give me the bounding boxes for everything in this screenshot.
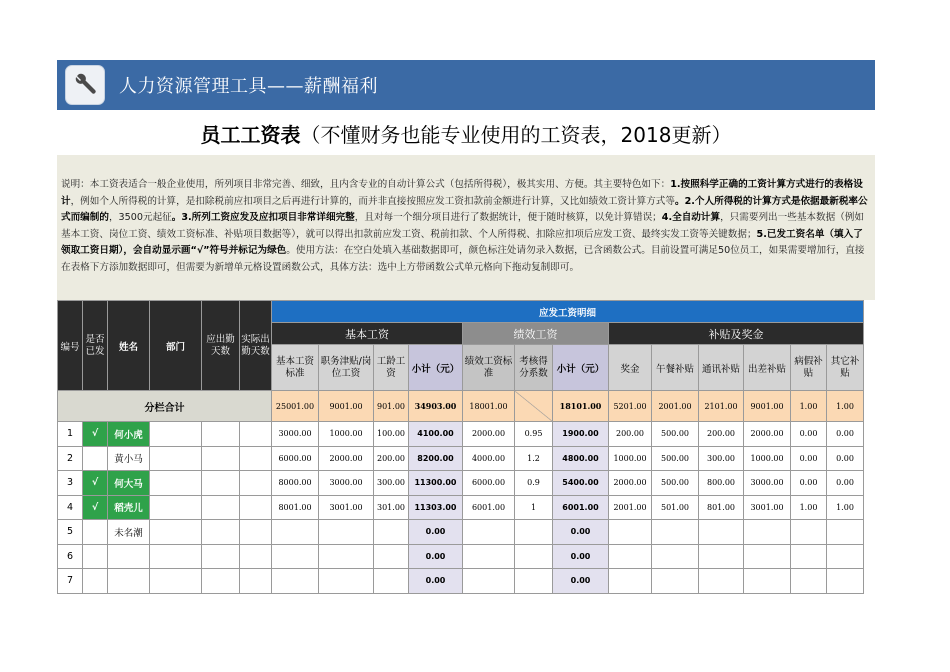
days-actual-cell[interactable]: [240, 471, 272, 496]
days-actual-cell[interactable]: [240, 544, 272, 569]
row-number: 7: [58, 569, 83, 594]
salary-cell[interactable]: [319, 569, 374, 594]
header-salary-details: 应发工资明细: [272, 301, 864, 323]
summary-cell: [515, 391, 553, 422]
title-main: 员工工资表: [200, 123, 301, 147]
salary-cell: 0.00: [553, 569, 609, 594]
salary-cell[interactable]: [744, 569, 791, 594]
header-post-allowance: 职务津贴/岗位工资: [319, 345, 374, 391]
employee-name[interactable]: 稻壳儿: [108, 495, 150, 520]
salary-cell[interactable]: [791, 569, 827, 594]
salary-cell[interactable]: 501.00: [652, 495, 699, 520]
document-title: [57, 118, 875, 152]
salary-cell: 0.00: [553, 544, 609, 569]
salary-cell[interactable]: 2000.00: [319, 446, 374, 471]
salary-cell[interactable]: [652, 569, 699, 594]
note-text-6: 。使用方法：在空白处填入基础数据即可，颜色标注处请勿录入数据，已含函数公式。目前设置可满足50位员工，如果需要增加行，直接在表格下方添加数据即可，但需要为新增单元格设置函数公式，具体方法：选中上方带函数公式单元格向下拖动复制即可。: [61, 245, 865, 273]
summary-cell: 1.00: [791, 391, 827, 422]
department-cell[interactable]: [150, 544, 202, 569]
salary-cell[interactable]: 1.00: [827, 495, 864, 520]
days-actual-cell[interactable]: [240, 569, 272, 594]
summary-cell: 9001.00: [319, 391, 374, 422]
note-text-2: ，例如个人所得税的计算，是扣除税前应扣项目之后再进行计算的，而并非直接按照应发工资扣款前金额进行计算，又比如绩效工资计算方式等: [70, 195, 675, 207]
salary-cell: 4100.00: [409, 422, 463, 447]
row-number: 4: [58, 495, 83, 520]
department-cell[interactable]: [150, 422, 202, 447]
summary-cell: 34903.00: [409, 391, 463, 422]
banner-title: 人力资源管理工具——薪酬福利: [119, 76, 378, 97]
summary-cell: 901.00: [374, 391, 409, 422]
employee-name[interactable]: 黄小马: [108, 446, 150, 471]
salary-cell[interactable]: 500.00: [652, 471, 699, 496]
paid-check[interactable]: [83, 520, 108, 545]
header-other: 其它补贴: [827, 345, 864, 391]
salary-cell[interactable]: 200.00: [609, 422, 652, 447]
salary-cell[interactable]: [791, 544, 827, 569]
salary-cell[interactable]: 1000.00: [744, 446, 791, 471]
salary-cell[interactable]: 8000.00: [272, 471, 319, 496]
salary-cell: 0.00: [553, 520, 609, 545]
header-sick: 病假补贴: [791, 345, 827, 391]
row-number: 3: [58, 471, 83, 496]
note-bold-1: 1.按照科学正确的工资计算方式进行的表格设计: [61, 179, 863, 207]
salary-cell[interactable]: 4000.00: [463, 446, 515, 471]
salary-cell[interactable]: 200.00: [699, 422, 744, 447]
note-text-4: ，且对每一个细分项目进行了数据统计，便于随时核算，以免计算错误；: [354, 212, 662, 223]
days-due-cell[interactable]: [202, 471, 240, 496]
salary-cell[interactable]: 300.00: [374, 471, 409, 496]
header-days-due: 应出勤天数: [202, 301, 240, 391]
summary-cell: 18001.00: [463, 391, 515, 422]
salary-cell: 11303.00: [409, 495, 463, 520]
days-due-cell[interactable]: [202, 544, 240, 569]
salary-cell[interactable]: 801.00: [699, 495, 744, 520]
header-travel: 出差补贴: [744, 345, 791, 391]
salary-cell[interactable]: 3000.00: [744, 471, 791, 496]
salary-cell[interactable]: [272, 569, 319, 594]
summary-cell: 9001.00: [744, 391, 791, 422]
header-name: 姓名: [108, 301, 150, 391]
header-comm: 通讯补贴: [699, 345, 744, 391]
summary-cell: 1.00: [827, 391, 864, 422]
salary-cell[interactable]: 300.00: [699, 446, 744, 471]
salary-cell[interactable]: 2001.00: [609, 495, 652, 520]
row-number: 1: [58, 422, 83, 447]
row-number: 2: [58, 446, 83, 471]
summary-cell: 5201.00: [609, 391, 652, 422]
paid-check[interactable]: [83, 544, 108, 569]
paid-check[interactable]: [83, 569, 108, 594]
days-due-cell[interactable]: [202, 520, 240, 545]
summary-cell: 25001.00: [272, 391, 319, 422]
employee-name[interactable]: [108, 544, 150, 569]
salary-cell[interactable]: 6000.00: [463, 471, 515, 496]
salary-cell[interactable]: 0.00: [791, 446, 827, 471]
employee-name[interactable]: [108, 569, 150, 594]
header-group-performance: 绩效工资: [463, 323, 609, 345]
table-row: [58, 446, 864, 471]
salary-cell[interactable]: [609, 520, 652, 545]
header-group-base: 基本工资: [272, 323, 463, 345]
header-base-standard: 基本工资标准: [272, 345, 319, 391]
salary-cell: 11300.00: [409, 471, 463, 496]
salary-cell[interactable]: [699, 544, 744, 569]
days-actual-cell[interactable]: [240, 520, 272, 545]
summary-label: 分栏合计: [58, 391, 272, 422]
paid-check[interactable]: √: [83, 422, 108, 447]
instructions-note: [57, 155, 875, 300]
salary-cell[interactable]: [609, 544, 652, 569]
salary-cell[interactable]: [652, 520, 699, 545]
salary-cell[interactable]: 0.00: [827, 422, 864, 447]
salary-cell[interactable]: [699, 569, 744, 594]
salary-cell[interactable]: [744, 520, 791, 545]
salary-cell: 8200.00: [409, 446, 463, 471]
salary-cell[interactable]: 301.00: [374, 495, 409, 520]
salary-cell[interactable]: [744, 544, 791, 569]
salary-cell[interactable]: 0.00: [827, 471, 864, 496]
salary-cell[interactable]: 200.00: [374, 446, 409, 471]
row-number: 6: [58, 544, 83, 569]
days-actual-cell[interactable]: [240, 422, 272, 447]
salary-cell[interactable]: 1.2: [515, 446, 553, 471]
header-days-actual: 实际出勤天数: [240, 301, 272, 391]
salary-cell[interactable]: 3000.00: [272, 422, 319, 447]
table-row: [58, 569, 864, 594]
summary-cell: 2001.00: [652, 391, 699, 422]
paid-check[interactable]: [83, 446, 108, 471]
salary-cell[interactable]: 8001.00: [272, 495, 319, 520]
days-due-cell[interactable]: [202, 422, 240, 447]
department-cell[interactable]: [150, 446, 202, 471]
header-paid: 是否已发: [83, 301, 108, 391]
table-row: [58, 495, 864, 520]
salary-cell[interactable]: 0.9: [515, 471, 553, 496]
salary-cell[interactable]: [272, 544, 319, 569]
salary-cell: 0.00: [409, 520, 463, 545]
note-bold-2: 。2.个人所得税的计算方式是依据最新税率公式而编制的: [61, 195, 868, 223]
header-seniority: 工龄工资: [374, 345, 409, 391]
row-number: 5: [58, 520, 83, 545]
paid-check[interactable]: √: [83, 471, 108, 496]
header-base-subtotal: 小计（元）: [409, 345, 463, 391]
salary-cell[interactable]: 3001.00: [744, 495, 791, 520]
salary-cell: 5400.00: [553, 471, 609, 496]
salary-cell[interactable]: [827, 520, 864, 545]
salary-cell[interactable]: 3001.00: [319, 495, 374, 520]
salary-cell[interactable]: [272, 520, 319, 545]
header-number: 编号: [58, 301, 83, 391]
note-bold-3: 。3.所列工资应发及应扣项目非常详细完整: [171, 212, 355, 223]
wrench-icon: [65, 65, 105, 105]
salary-cell[interactable]: 1000.00: [319, 422, 374, 447]
salary-cell[interactable]: 6000.00: [272, 446, 319, 471]
employee-name[interactable]: 何大马: [108, 471, 150, 496]
salary-cell[interactable]: 0.00: [827, 446, 864, 471]
salary-cell[interactable]: 0.00: [791, 422, 827, 447]
salary-cell[interactable]: [791, 520, 827, 545]
salary-cell: 0.00: [409, 569, 463, 594]
header-perf-coefficient: 考核得分系数: [515, 345, 553, 391]
header-bonus: 奖金: [609, 345, 652, 391]
note-text-1: 说明：本工资表适合一般企业使用，所列项目非常完善、细致，且内含专业的自动计算公式（包括所得税），极其实用、方便。其主要特色如下：: [61, 179, 671, 190]
salary-cell[interactable]: 1: [515, 495, 553, 520]
salary-cell[interactable]: [515, 520, 553, 545]
table-row: [58, 422, 864, 447]
table-row: [58, 520, 864, 545]
table-row: [58, 544, 864, 569]
employee-name[interactable]: 未名潮: [108, 520, 150, 545]
salary-cell[interactable]: 3000.00: [319, 471, 374, 496]
salary-cell[interactable]: [374, 520, 409, 545]
employee-name[interactable]: 何小虎: [108, 422, 150, 447]
salary-cell[interactable]: [609, 569, 652, 594]
salary-cell[interactable]: [699, 520, 744, 545]
note-text-5: ，只需要列出一些基本数据（例如基本工资、岗位工资、绩效工资标准、补贴项目数据等），就可以得出扣款前应发工资、税前扣款、个人所得税、扣除应扣项后应发工资、最终实发工资等关键数据；: [61, 212, 864, 240]
salary-cell[interactable]: 100.00: [374, 422, 409, 447]
salary-cell: 1900.00: [553, 422, 609, 447]
salary-cell[interactable]: [515, 544, 553, 569]
note-bold-4: 4.全自动计算: [661, 212, 721, 223]
days-actual-cell[interactable]: [240, 446, 272, 471]
salary-cell[interactable]: [319, 520, 374, 545]
department-cell[interactable]: [150, 520, 202, 545]
department-cell[interactable]: [150, 471, 202, 496]
days-due-cell[interactable]: [202, 446, 240, 471]
header-group-bonus: 补贴及奖金: [609, 323, 864, 345]
salary-cell[interactable]: 6001.00: [463, 495, 515, 520]
salary-cell[interactable]: [463, 520, 515, 545]
header-perf-subtotal: 小计（元）: [553, 345, 609, 391]
note-bold-5: 5.已发工资名单（填入了领取工资日期），会自动显示画“√”符号并标记为绿色: [61, 228, 863, 256]
salary-cell[interactable]: [463, 544, 515, 569]
salary-cell[interactable]: 0.95: [515, 422, 553, 447]
salary-cell: 6001.00: [553, 495, 609, 520]
salary-table: [57, 300, 864, 594]
salary-cell: 4800.00: [553, 446, 609, 471]
salary-cell[interactable]: 800.00: [699, 471, 744, 496]
days-due-cell[interactable]: [202, 569, 240, 594]
salary-cell[interactable]: [515, 569, 553, 594]
salary-cell: 0.00: [409, 544, 463, 569]
salary-cell[interactable]: 1.00: [791, 495, 827, 520]
days-actual-cell[interactable]: [240, 495, 272, 520]
note-text-3: ，3500元起征: [108, 212, 172, 223]
header-banner: [57, 60, 875, 110]
summary-cell: 18101.00: [553, 391, 609, 422]
salary-cell[interactable]: 0.00: [791, 471, 827, 496]
salary-cell[interactable]: 2000.00: [609, 471, 652, 496]
salary-cell[interactable]: [652, 544, 699, 569]
salary-cell[interactable]: [827, 569, 864, 594]
salary-cell[interactable]: [374, 544, 409, 569]
header-perf-standard: 绩效工资标准: [463, 345, 515, 391]
days-due-cell[interactable]: [202, 495, 240, 520]
salary-cell[interactable]: 500.00: [652, 446, 699, 471]
header-lunch: 午餐补贴: [652, 345, 699, 391]
salary-cell[interactable]: [319, 544, 374, 569]
table-row: [58, 471, 864, 496]
department-cell[interactable]: [150, 495, 202, 520]
header-department: 部门: [150, 301, 202, 391]
salary-cell[interactable]: [374, 569, 409, 594]
title-subtitle: （不懂财务也能专业使用的工资表，2018更新）: [300, 123, 732, 147]
paid-check[interactable]: √: [83, 495, 108, 520]
summary-cell: 2101.00: [699, 391, 744, 422]
department-cell[interactable]: [150, 569, 202, 594]
salary-cell[interactable]: [463, 569, 515, 594]
salary-cell[interactable]: 1000.00: [609, 446, 652, 471]
salary-cell[interactable]: 500.00: [652, 422, 699, 447]
salary-cell[interactable]: [827, 544, 864, 569]
salary-cell[interactable]: 2000.00: [463, 422, 515, 447]
salary-cell[interactable]: 2000.00: [744, 422, 791, 447]
